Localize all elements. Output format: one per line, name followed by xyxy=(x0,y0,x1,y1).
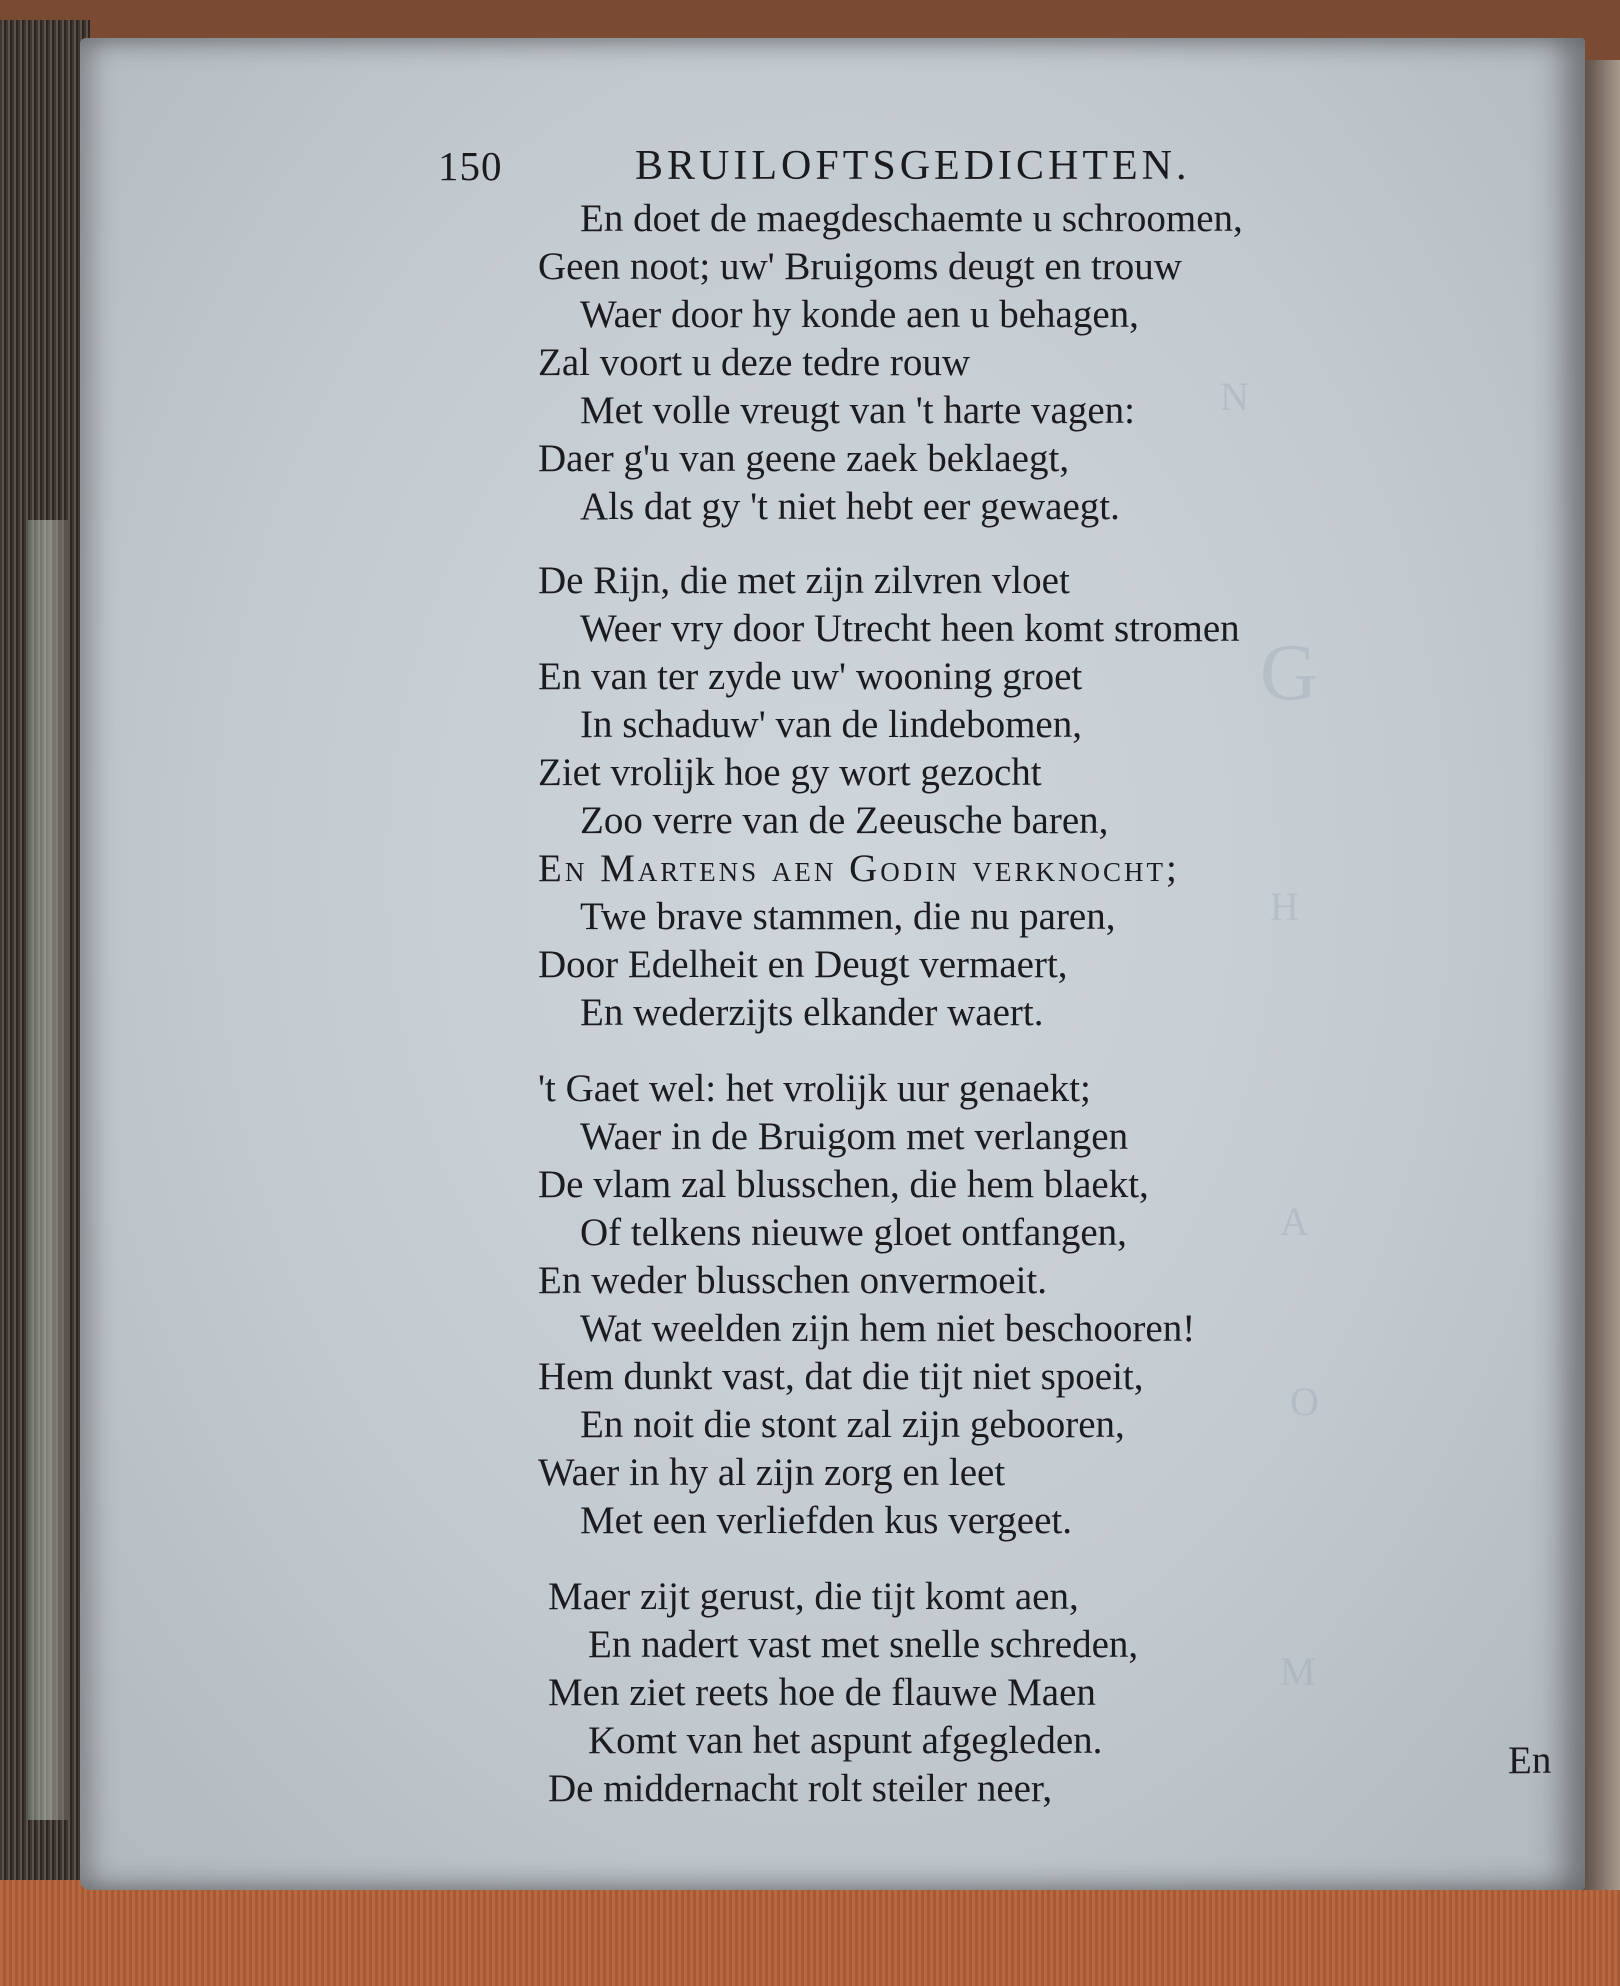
book-page xyxy=(80,38,1585,1890)
verse-line: Met een verliefden kus vergeet. xyxy=(580,1499,1072,1542)
verse-line: Geen noot; uw' Bruigoms deugt en trouw xyxy=(538,245,1182,288)
verse-line: En wederzijts elkander waert. xyxy=(580,991,1044,1034)
verse-line: Zoo verre van de Zeeusche baren, xyxy=(580,799,1109,842)
verse-line: Met volle vreugt van 't harte vagen: xyxy=(580,389,1136,432)
show-through-text: A xyxy=(1280,1199,1309,1244)
verse-line: Komt van het aspunt afgegleden. xyxy=(588,1719,1103,1762)
book-binding-cloth xyxy=(0,1880,1620,1986)
verse-line: Twe brave stammen, die nu paren, xyxy=(580,895,1116,938)
show-through-text: M xyxy=(1280,1649,1316,1694)
verse-line: Ziet vrolijk hoe gy wort gezocht xyxy=(538,751,1042,794)
verse-line: Waer in hy al zijn zorg en leet xyxy=(538,1451,1006,1494)
verse-line: En Martens aen Godin verknocht; xyxy=(538,847,1180,890)
verse-line: En van ter zyde uw' wooning groet xyxy=(538,655,1083,698)
verse-line: Daer g'u van geene zaek beklaegt, xyxy=(538,437,1070,480)
poem-body xyxy=(80,38,1585,1890)
verse-line: Zal voort u deze tedre rouw xyxy=(538,341,971,384)
show-through-text: O xyxy=(1290,1379,1319,1424)
page-number: 150 xyxy=(438,143,503,189)
show-through-text: H xyxy=(1270,884,1299,929)
verse-line: Waer door hy konde aen u behagen, xyxy=(580,293,1139,336)
verse-line: De vlam zal blusschen, die hem blaekt, xyxy=(538,1163,1149,1206)
verse-line: In schaduw' van de lindebomen, xyxy=(580,703,1082,746)
verse-line: Door Edelheit en Deugt vermaert, xyxy=(538,943,1068,986)
verse-line: Maer zijt gerust, die tijt komt aen, xyxy=(548,1575,1079,1618)
verse-line: En nadert vast met snelle schreden, xyxy=(588,1623,1139,1666)
verse-line: En doet de maegdeschaemte u schroomen, xyxy=(580,197,1243,240)
verse-line: 't Gaet wel: het vrolijk uur genaekt; xyxy=(538,1067,1091,1110)
catchword: En xyxy=(1508,1739,1552,1782)
verse-line: Als dat gy 't niet hebt eer gewaegt. xyxy=(580,485,1120,528)
show-through-text: N xyxy=(1220,374,1249,419)
verse-line: Waer in de Bruigom met verlangen xyxy=(580,1115,1129,1158)
verse-line: Wat weelden zijn hem niet beschooren! xyxy=(580,1307,1196,1350)
verse-line: De middernacht rolt steiler neer, xyxy=(548,1767,1053,1810)
show-through-text: G xyxy=(1260,629,1318,717)
verse-line: Weer vry door Utrecht heen komt stromen xyxy=(580,607,1240,650)
verse-line: Hem dunkt vast, dat die tijt niet spoeit, xyxy=(538,1355,1144,1398)
running-title: BRUILOFTSGEDICHTEN. xyxy=(635,143,1191,189)
verse-line: En noit die stont zal zijn gebooren, xyxy=(580,1403,1125,1446)
verse-line: En weder blusschen onvermoeit. xyxy=(538,1259,1048,1302)
verse-line: Men ziet reets hoe de flauwe Maen xyxy=(548,1671,1096,1714)
verse-line: De Rijn, die met zijn zilvren vloet xyxy=(538,559,1070,602)
verse-line: Of telkens nieuwe gloet ontfangen, xyxy=(580,1211,1127,1254)
page-edge-highlight xyxy=(28,520,68,1820)
